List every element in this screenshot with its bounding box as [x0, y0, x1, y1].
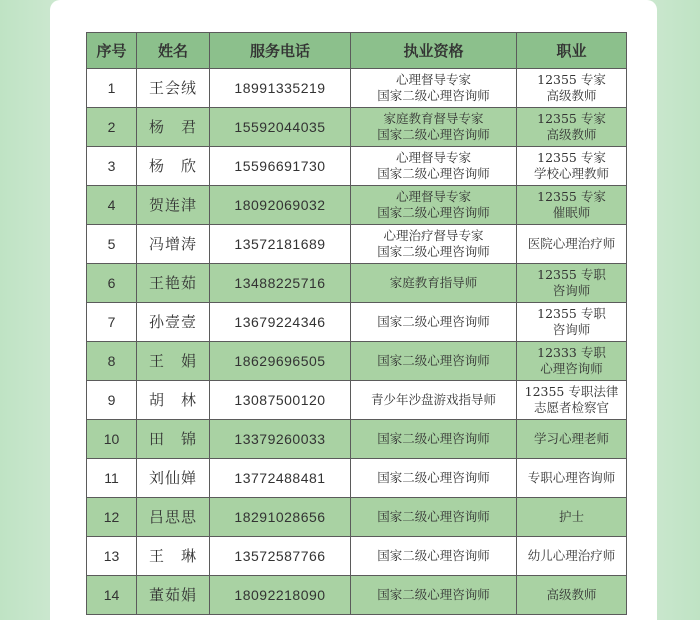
- occupation-line: 幼儿心理治疗师: [527, 548, 616, 563]
- qualification-line: 国家二级心理咨询师: [377, 205, 490, 220]
- cell-phone[interactable]: 18291028656: [210, 498, 351, 537]
- cell-qualification: [351, 186, 517, 225]
- occupation-line: 高级教师: [546, 587, 597, 602]
- qualification-line: 国家二级心理咨询师: [377, 314, 490, 329]
- cell-name: 王 琳: [137, 537, 210, 576]
- occupation-line: 高级教师: [546, 127, 597, 142]
- occupation-line: 学校心理教师: [533, 166, 609, 181]
- table-row: [87, 108, 627, 147]
- qualification-line: 国家二级心理咨询师: [377, 127, 490, 142]
- table-row: [87, 225, 627, 264]
- header-phone: 服务电话: [210, 33, 351, 69]
- cell-occupation: [517, 108, 627, 147]
- table-row: [87, 264, 627, 303]
- table-row: [87, 537, 627, 576]
- cell-name: 刘仙婵: [137, 459, 210, 498]
- cell-occupation: [517, 264, 627, 303]
- table-row: [87, 381, 627, 420]
- cell-name: 王 娟: [137, 342, 210, 381]
- cell-phone[interactable]: 18991335219: [210, 69, 351, 108]
- cell-qualification: [351, 225, 517, 264]
- cell-qualification: [351, 69, 517, 108]
- cell-phone[interactable]: 13772488481: [210, 459, 351, 498]
- occupation-line: 12355 专职法律: [524, 384, 619, 399]
- qualification-line: 心理督导专家: [395, 189, 471, 204]
- qualification-line: 心理治疗督导专家: [383, 228, 484, 243]
- header-qualification: 执业资格: [351, 33, 517, 69]
- table-row: [87, 459, 627, 498]
- table-row: [87, 69, 627, 108]
- qualification-line: 国家二级心理咨询师: [377, 431, 490, 446]
- cell-name: 吕思思: [137, 498, 210, 537]
- table-row: [87, 303, 627, 342]
- cell-qualification: [351, 537, 517, 576]
- occupation-line: 咨询师: [552, 283, 591, 298]
- cell-occupation: [517, 381, 627, 420]
- cell-phone[interactable]: 13572587766: [210, 537, 351, 576]
- cell-qualification: [351, 108, 517, 147]
- cell-occupation: [517, 186, 627, 225]
- cell-phone[interactable]: 13679224346: [210, 303, 351, 342]
- occupation-line: 12355 专家: [537, 189, 606, 204]
- cell-no: 12: [87, 498, 137, 537]
- occupation-line: 医院心理治疗师: [527, 236, 616, 251]
- cell-no: 14: [87, 576, 137, 615]
- cell-no: 7: [87, 303, 137, 342]
- qualification-line: 国家二级心理咨询师: [377, 509, 490, 524]
- cell-phone[interactable]: 18092069032: [210, 186, 351, 225]
- qualification-line: 国家二级心理咨询师: [377, 166, 490, 181]
- cell-phone[interactable]: 18092218090: [210, 576, 351, 615]
- cell-occupation: [517, 498, 627, 537]
- cell-qualification: [351, 303, 517, 342]
- occupation-line: 志愿者检察官: [533, 400, 609, 415]
- qualification-line: 国家二级心理咨询师: [377, 353, 490, 368]
- cell-occupation: [517, 342, 627, 381]
- cell-name: 田 锦: [137, 420, 210, 459]
- cell-qualification: [351, 498, 517, 537]
- table-row: [87, 147, 627, 186]
- cell-no: 6: [87, 264, 137, 303]
- cell-qualification: [351, 342, 517, 381]
- header-no: 序号: [87, 33, 137, 69]
- occupation-line: 护士: [558, 509, 584, 524]
- occupation-line: 心理咨询师: [540, 361, 603, 376]
- occupation-line: 专职心理咨询师: [527, 470, 616, 485]
- cell-occupation: [517, 147, 627, 186]
- table-header-row: [87, 33, 627, 69]
- qualification-line: 心理督导专家: [395, 150, 471, 165]
- qualification-line: 国家二级心理咨询师: [377, 548, 490, 563]
- cell-phone[interactable]: 13572181689: [210, 225, 351, 264]
- cell-name: 王艳茹: [137, 264, 210, 303]
- cell-phone[interactable]: 13488225716: [210, 264, 351, 303]
- header-name: 姓名: [137, 33, 210, 69]
- cell-phone[interactable]: 13379260033: [210, 420, 351, 459]
- qualification-line: 国家二级心理咨询师: [377, 470, 490, 485]
- cell-phone[interactable]: 13087500120: [210, 381, 351, 420]
- cell-occupation: [517, 537, 627, 576]
- table-row: [87, 576, 627, 615]
- cell-no: 3: [87, 147, 137, 186]
- cell-phone[interactable]: 18629696505: [210, 342, 351, 381]
- cell-occupation: [517, 420, 627, 459]
- cell-name: 冯增涛: [137, 225, 210, 264]
- occupation-line: 12355 专职: [537, 267, 606, 282]
- qualification-line: 国家二级心理咨询师: [377, 244, 490, 259]
- cell-occupation: [517, 576, 627, 615]
- cell-name: 孙壹壹: [137, 303, 210, 342]
- cell-occupation: [517, 459, 627, 498]
- qualification-line: 心理督导专家: [395, 72, 471, 87]
- header-occupation: 职业: [517, 33, 627, 69]
- cell-occupation: [517, 303, 627, 342]
- cell-no: 1: [87, 69, 137, 108]
- cell-occupation: [517, 69, 627, 108]
- cell-qualification: [351, 381, 517, 420]
- cell-no: 9: [87, 381, 137, 420]
- cell-name: 董茹娟: [137, 576, 210, 615]
- cell-qualification: [351, 459, 517, 498]
- occupation-line: 催眠师: [552, 205, 591, 220]
- qualification-line: 国家二级心理咨询师: [377, 88, 490, 103]
- occupation-line: 学习心理老师: [533, 431, 609, 446]
- cell-occupation: [517, 225, 627, 264]
- cell-qualification: [351, 576, 517, 615]
- occupation-line: 12333 专职: [537, 345, 606, 360]
- qualification-line: 国家二级心理咨询师: [377, 587, 490, 602]
- cell-name: 王会绒: [137, 69, 210, 108]
- cell-no: 11: [87, 459, 137, 498]
- cell-name: 贺连津: [137, 186, 210, 225]
- cell-name: 杨 君: [137, 108, 210, 147]
- cell-no: 10: [87, 420, 137, 459]
- cell-phone[interactable]: 15596691730: [210, 147, 351, 186]
- cell-name: 杨 欣: [137, 147, 210, 186]
- cell-qualification: [351, 147, 517, 186]
- occupation-line: 咨询师: [552, 322, 591, 337]
- table-row: [87, 342, 627, 381]
- occupation-line: 12355 专家: [537, 150, 606, 165]
- table-row: [87, 498, 627, 537]
- cell-no: 8: [87, 342, 137, 381]
- qualification-line: 青少年沙盘游戏指导师: [370, 392, 496, 407]
- occupation-line: 12355 专家: [537, 72, 606, 87]
- cell-phone[interactable]: 15592044035: [210, 108, 351, 147]
- cell-no: 4: [87, 186, 137, 225]
- table-row: [87, 186, 627, 225]
- cell-no: 5: [87, 225, 137, 264]
- cell-no: 13: [87, 537, 137, 576]
- table-row: [87, 420, 627, 459]
- qualification-line: 家庭教育督导专家: [383, 111, 484, 126]
- occupation-line: 高级教师: [546, 88, 597, 103]
- qualification-line: 家庭教育指导师: [389, 275, 478, 290]
- occupation-line: 12355 专家: [537, 111, 606, 126]
- occupation-line: 12355 专职: [537, 306, 606, 321]
- cell-name: 胡 林: [137, 381, 210, 420]
- counselor-table: [86, 32, 627, 615]
- cell-qualification: [351, 264, 517, 303]
- cell-no: 2: [87, 108, 137, 147]
- cell-qualification: [351, 420, 517, 459]
